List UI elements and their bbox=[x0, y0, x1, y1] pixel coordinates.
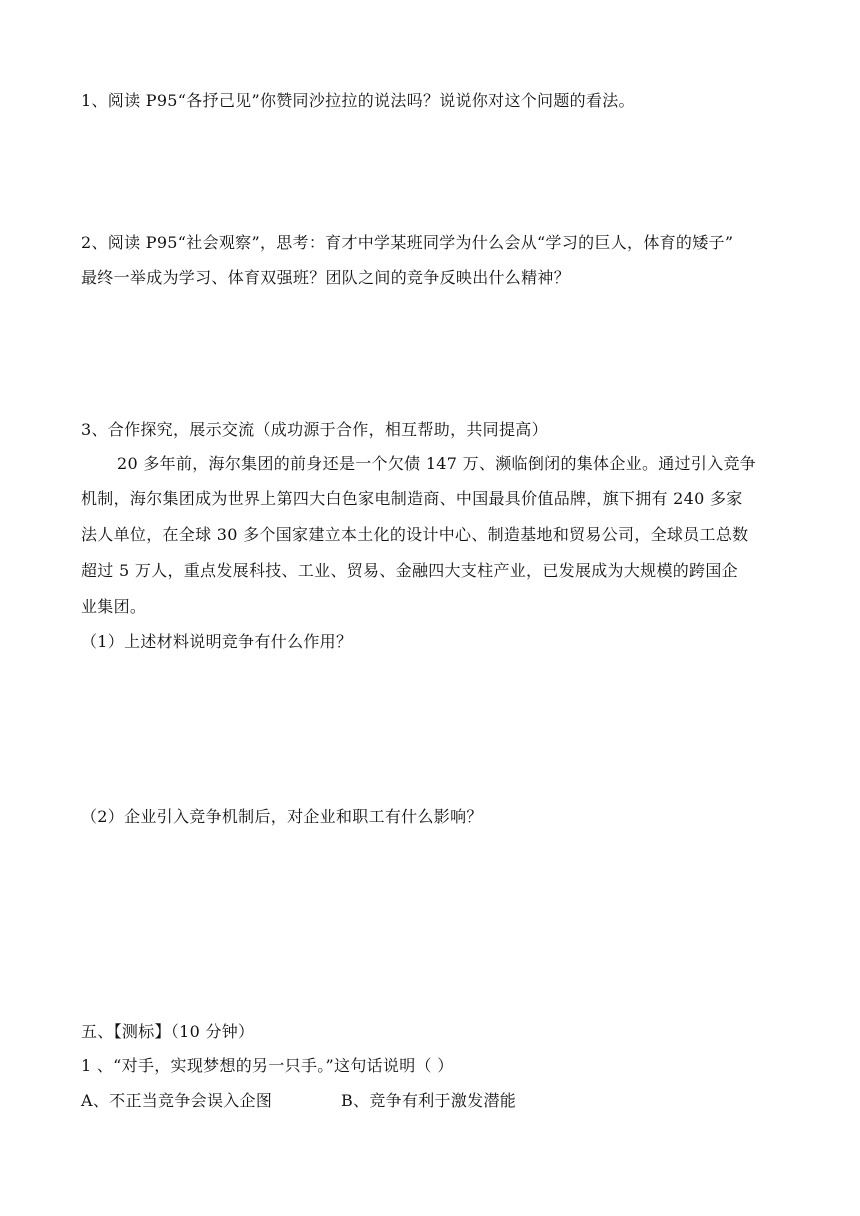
material-line-1: 20 多年前，海尔集团的前身还是一个欠债 147 万、濒临倒闭的集体企业。通过引入竞争 bbox=[117, 454, 757, 473]
question-2-line-1: 2、阅读 P95“社会观察”，思考：育才中学某班同学为什么会从“学习的巨人，体育的矮子” bbox=[81, 233, 734, 252]
material-line-4: 超过 5 万人，重点发展科技、工业、贸易、金融四大支柱产业，已发展成为大规模的跨国企 bbox=[81, 561, 738, 580]
material-line-5: 业集团。 bbox=[81, 597, 147, 616]
section-5-heading: 五、【测标】（10 分钟） bbox=[81, 1022, 255, 1041]
question-1: 1、阅读 P95“各抒己见”你赞同沙拉拉的说法吗？说说你对这个问题的看法。 bbox=[81, 91, 635, 110]
material-line-2: 机制，海尔集团成为世界上第四大白色家电制造商、中国最具价值品牌，旗下拥有 240 多家 bbox=[81, 489, 743, 508]
question-2-line-2: 最终一举成为学习、体育双强班？团队之间的竞争反映出什么精神？ bbox=[81, 268, 571, 287]
option-a: A、不正当竞争会误入企图 bbox=[81, 1091, 273, 1110]
material-line-3: 法人单位，在全球 30 多个国家建立本土化的设计中心、制造基地和贸易公司，全球员工总数 bbox=[81, 525, 749, 544]
question-3-sub-1: （1）上述材料说明竞争有什么作用？ bbox=[81, 632, 353, 651]
option-b: B、竞争有利于激发潜能 bbox=[341, 1091, 517, 1110]
question-3-heading: 3、合作探究，展示交流（成功源于合作，相互帮助，共同提高） bbox=[81, 420, 548, 439]
question-3-sub-2: （2）企业引入竞争机制后，对企业和职工有什么影响？ bbox=[81, 807, 483, 826]
test-question-1: 1 、“对手，实现梦想的另一只手。”这句话说明（ ） bbox=[81, 1056, 454, 1075]
